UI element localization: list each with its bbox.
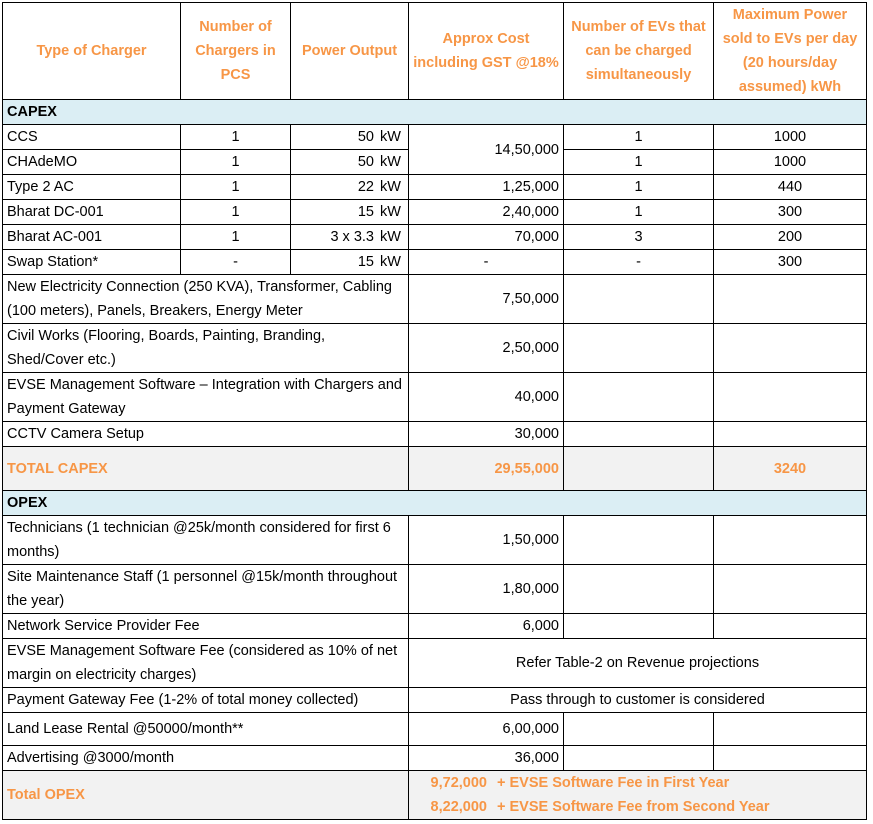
table-row (3, 746, 867, 771)
charger-cost: 1,25,000 (409, 175, 564, 200)
charger-power: 3 x 3.3 kW (291, 225, 409, 250)
table-row (3, 422, 867, 447)
charger-type: CHAdeMO (3, 150, 181, 175)
total-capex-max: 3240 (714, 447, 867, 491)
opex-item-desc: Advertising @3000/month (3, 746, 409, 771)
charger-max: 440 (714, 175, 867, 200)
charger-evs: 1 (564, 125, 714, 150)
col-header-cost: Approx Cost including GST @18% (409, 3, 564, 100)
table-row (3, 275, 867, 324)
charger-count: 1 (181, 200, 291, 225)
total-opex-label: Total OPEX (3, 771, 409, 820)
opex-item-note: Pass through to customer is considered (409, 688, 867, 713)
charger-count: - (181, 250, 291, 275)
charger-power: 15 kW (291, 200, 409, 225)
charger-evs: 1 (564, 175, 714, 200)
col-header-type: Type of Charger (3, 3, 181, 100)
header-row (3, 3, 867, 100)
charger-evs: 1 (564, 150, 714, 175)
capex-item-cost: 2,50,000 (409, 324, 564, 373)
capex-item-cost: 40,000 (409, 373, 564, 422)
opex-item-desc: Network Service Provider Fee (3, 614, 409, 639)
charger-cost: 2,40,000 (409, 200, 564, 225)
charger-count: 1 (181, 150, 291, 175)
table-row (3, 250, 867, 275)
section-label-capex: CAPEX (3, 100, 867, 125)
opex-item-cost: 6,000 (409, 614, 564, 639)
charger-max: 300 (714, 250, 867, 275)
table-row (3, 200, 867, 225)
table-row (3, 565, 867, 614)
table-row (3, 225, 867, 250)
capex-item-desc: Civil Works (Flooring, Boards, Painting, Branding, Shed/Cover etc.) (3, 324, 409, 373)
total-opex-first-value: 9,72,000 (430, 775, 487, 791)
charger-evs: 1 (564, 200, 714, 225)
charger-type: Bharat DC-001 (3, 200, 181, 225)
charger-type: CCS (3, 125, 181, 150)
table-row (3, 324, 867, 373)
total-opex-first-text: + EVSE Software Fee in First Year (497, 775, 730, 791)
charger-max: 200 (714, 225, 867, 250)
col-header-count: Number of Chargers in PCS (181, 3, 291, 100)
capex-item-desc: EVSE Management Software – Integration with Chargers and Payment Gateway (3, 373, 409, 422)
charger-max: 1000 (714, 125, 867, 150)
charger-max: 1000 (714, 150, 867, 175)
charger-type: Bharat AC-001 (3, 225, 181, 250)
table-row (3, 639, 867, 688)
capex-item-cost: 7,50,000 (409, 275, 564, 324)
charger-max: 300 (714, 200, 867, 225)
col-header-evs: Number of EVs that can be charged simultaneously (564, 3, 714, 100)
cost-table (2, 2, 867, 820)
charger-count: 1 (181, 175, 291, 200)
table-row (3, 373, 867, 422)
opex-item-desc: EVSE Management Software Fee (considered as 10% of net margin on electricity charges) (3, 639, 409, 688)
charger-count: 1 (181, 225, 291, 250)
charger-type: Swap Station* (3, 250, 181, 275)
opex-item-cost: 1,50,000 (409, 516, 564, 565)
total-capex-label: TOTAL CAPEX (3, 447, 409, 491)
section-row-capex (3, 100, 867, 125)
charger-power: 50 kW (291, 150, 409, 175)
total-capex-row (3, 447, 867, 491)
opex-item-desc: Payment Gateway Fee (1-2% of total money collected) (3, 688, 409, 713)
opex-item-desc: Site Maintenance Staff (1 personnel @15k/month throughout the year) (3, 565, 409, 614)
charger-power: 22 kW (291, 175, 409, 200)
section-label-opex: OPEX (3, 491, 867, 516)
opex-item-desc: Technicians (1 technician @25k/month considered for first 6 months) (3, 516, 409, 565)
table-row (3, 614, 867, 639)
charger-cost: 70,000 (409, 225, 564, 250)
ccs-chademo-cost: 14,50,000 (409, 125, 564, 175)
table-row (3, 175, 867, 200)
charger-evs: - (564, 250, 714, 275)
charger-power: 15 kW (291, 250, 409, 275)
total-capex-cost: 29,55,000 (409, 447, 564, 491)
opex-item-cost: 36,000 (409, 746, 564, 771)
capex-item-desc: New Electricity Connection (250 KVA), Transformer, Cabling (100 meters), Panels, Breakers, Energy Meter (3, 275, 409, 324)
opex-item-cost: 1,80,000 (409, 565, 564, 614)
total-opex-row (3, 771, 867, 820)
opex-item-desc: Land Lease Rental @50000/month** (3, 713, 409, 746)
opex-item-cost: 6,00,000 (409, 713, 564, 746)
charger-cost: - (409, 250, 564, 275)
col-header-max: Maximum Power sold to EVs per day (20 hours/day assumed) kWh (714, 3, 867, 100)
col-header-power: Power Output (291, 3, 409, 100)
total-opex-second-value: 8,22,000 (430, 799, 487, 815)
charger-evs: 3 (564, 225, 714, 250)
section-row-opex (3, 491, 867, 516)
total-opex-values (409, 771, 867, 820)
charger-type: Type 2 AC (3, 175, 181, 200)
table-row (3, 125, 867, 150)
total-opex-second-text: + EVSE Software Fee from Second Year (497, 799, 770, 815)
capex-item-desc: CCTV Camera Setup (3, 422, 409, 447)
charger-power: 50 kW (291, 125, 409, 150)
capex-item-cost: 30,000 (409, 422, 564, 447)
table-row (3, 688, 867, 713)
table-row (3, 516, 867, 565)
table-row (3, 713, 867, 746)
charger-count: 1 (181, 125, 291, 150)
opex-item-note: Refer Table-2 on Revenue projections (409, 639, 867, 688)
